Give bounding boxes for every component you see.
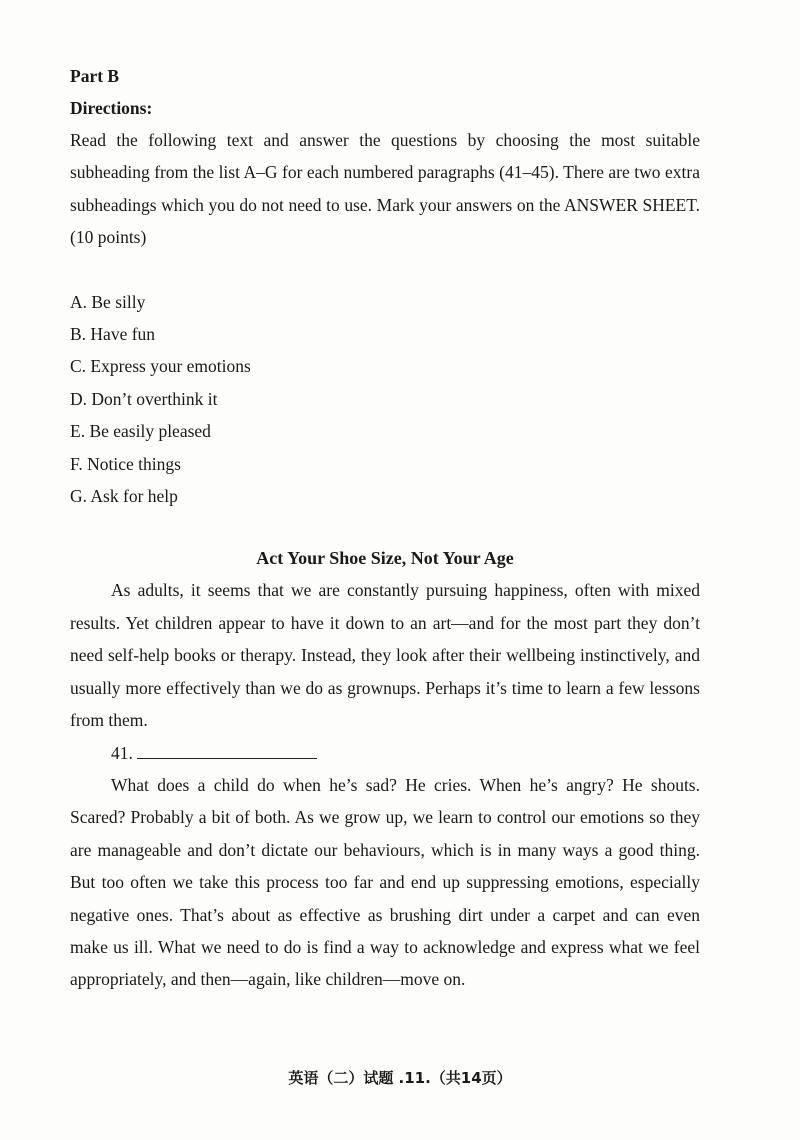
option-b: B. Have fun xyxy=(70,324,156,345)
option-g: G. Ask for help xyxy=(70,486,178,507)
option-f: F. Notice things xyxy=(70,453,181,474)
question-41-line xyxy=(70,737,700,769)
question-number: 41. xyxy=(111,742,133,763)
directions-label: Directions: xyxy=(70,98,153,118)
page-footer: 英语（二）试题 .11.（共14页） xyxy=(288,1069,512,1087)
paragraph-41: What does a child do when he’s sad? He cries. When he’s angry? He shouts. Scared? Probably a bit of both. As we grow up, we learn to control our emotions so they are manageable and don’t dictate our behaviours, which is in many ways a good thing. But too often we take this process too far and end up suppressing emotions, especially negative ones. That’s about as effective as brushing dirt under a carpet and can even make us ill. What we need to do is find a way to acknowledge and express what we feel appropriately, and then—again, like children—move on. xyxy=(70,774,700,990)
option-c: C. Express your emotions xyxy=(70,356,251,377)
page-content xyxy=(70,60,700,996)
intro-paragraph: As adults, it seems that we are constantly pursuing happiness, often with mixed results. Yet children appear to have it down to an art—and for the most part they don’t need self-help books or therapy. Instead, they look after their wellbeing instinctively, and usually more effectively than we do as grownups. Perhaps it’s time to learn a few lessons from them. xyxy=(70,580,700,731)
option-d: D. Don’t overthink it xyxy=(70,388,218,409)
subheading-options xyxy=(70,286,700,513)
option-a: A. Be silly xyxy=(70,291,146,312)
answer-blank xyxy=(137,738,317,759)
article-title: Act Your Shoe Size, Not Your Age xyxy=(256,548,514,569)
option-e: E. Be easily pleased xyxy=(70,421,211,442)
part-label: Part B xyxy=(70,66,120,86)
directions-text: Read the following text and answer the questions by choosing the most suitable subheading from the list A–G for each numbered paragraphs (41–45). There are two extra subheadings which you do not need to use. Mark your answers on the ANSWER SHEET. (10 points) xyxy=(70,130,700,248)
